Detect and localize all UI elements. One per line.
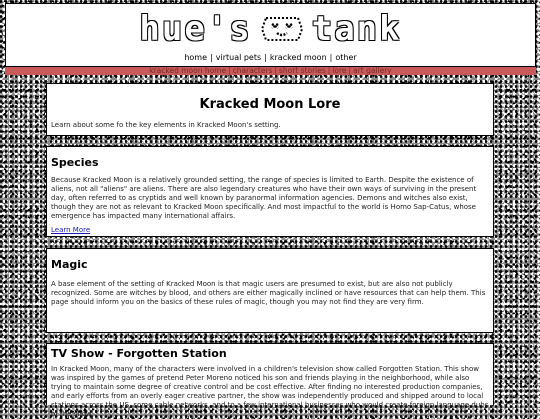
subnav-separator: | bbox=[228, 67, 231, 75]
intro-text: Learn about some fo the key elements in Kracked Moon's setting. bbox=[51, 121, 281, 129]
site-logo[interactable] bbox=[6, 9, 535, 49]
subnav-link-characters[interactable]: characters bbox=[232, 67, 273, 75]
subnav-separator: | bbox=[348, 67, 352, 75]
logo-text-left: hue's bbox=[139, 9, 252, 49]
nav-link-home[interactable]: home bbox=[184, 53, 208, 62]
intro-panel bbox=[46, 83, 494, 136]
page-title: Kracked Moon Lore bbox=[199, 97, 341, 112]
tv-show-text: In Kracked Moon, many of the characters were involved in a children's television show called Forgotten Station. This show was inspired by the games of pretend Peter Moreno noticed his son and friends playing in the neighborhood, while also trying to maintain some degree of creative control and be cost effective. After finding no interested production companies, and early efforts from an overly eager creative partner, the show was independently produced and shipped around to local stations across the US, some cable networks, and to a few international businesses who would create foreign language dubs of the show. bbox=[51, 365, 489, 418]
subnav-link-kracked-moon-home[interactable]: kracked moon home bbox=[149, 67, 227, 75]
subnav-link-lore[interactable]: lore bbox=[332, 67, 347, 75]
tv-show-panel bbox=[46, 343, 494, 418]
top-nav bbox=[6, 53, 535, 62]
nav-link-virtual-pets[interactable]: virtual pets bbox=[215, 53, 262, 62]
species-heading: Species bbox=[51, 156, 99, 169]
nav-separator: | bbox=[329, 53, 333, 62]
logo-text-right: tank bbox=[311, 9, 402, 49]
subnav-separator: | bbox=[327, 67, 331, 75]
magic-heading: Magic bbox=[51, 258, 88, 271]
species-panel bbox=[46, 146, 494, 237]
fish-tank-face-icon bbox=[260, 12, 304, 46]
nav-separator: | bbox=[210, 53, 213, 62]
sub-nav bbox=[5, 67, 536, 75]
site-header bbox=[5, 3, 536, 67]
subnav-link-art-gallery[interactable]: art gallery bbox=[353, 67, 392, 75]
subnav-separator: | bbox=[274, 67, 277, 75]
magic-panel bbox=[46, 248, 494, 333]
species-text: Because Kracked Moon is a relatively grounded setting, the range of species is limited to Earth. Despite the existence of aliens, not all "aliens" are aliens. There are also legendary creatures who have their own ways of surviving in the present day, often referred to as cryptids and well known by paranormal information agencies. Demons and witches also exist, though they are not as relevant to Kracked Moon specifically. And most impactful to the world is Homo Sap-Catus, whose emergence has impacted many international affairs. bbox=[51, 176, 477, 220]
species-learn-more-link[interactable]: Learn More bbox=[51, 226, 91, 234]
tv-show-heading: TV Show - Forgotten Station bbox=[51, 347, 227, 360]
nav-separator: | bbox=[264, 53, 267, 62]
nav-link-kracked-moon[interactable]: kracked moon bbox=[269, 53, 327, 62]
nav-link-other[interactable]: other bbox=[335, 53, 357, 62]
magic-text: A base element of the setting of Kracked Moon is that magic users are presumed to exist, but are also not publicly recognized. Some are witches by blood, and others are either magically inclined or have resources that can help them. This page should inform you on the basics of these rules of magic, though you may not find they are very firm. bbox=[51, 280, 486, 306]
subnav-link-short-stories[interactable]: short stories bbox=[279, 67, 326, 75]
